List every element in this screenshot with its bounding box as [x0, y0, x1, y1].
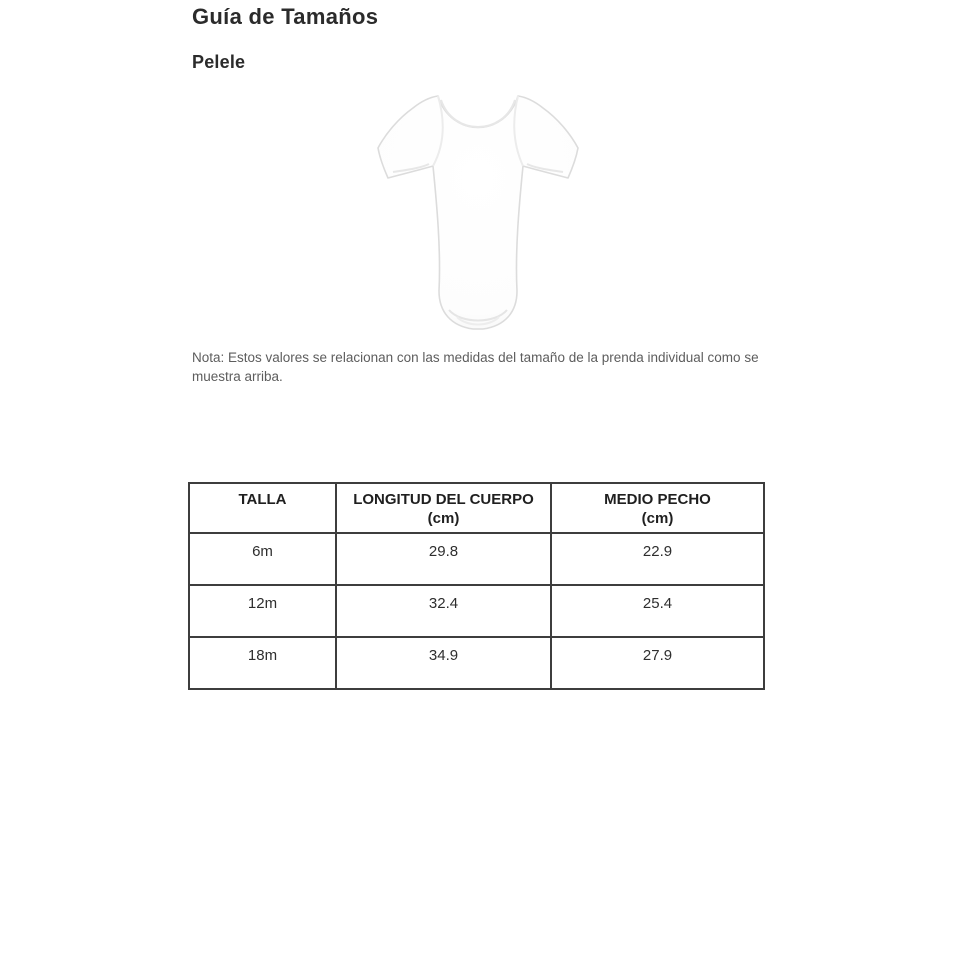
header-unit: (cm): [427, 510, 460, 527]
size-row-6m: [189, 533, 764, 585]
table-cell-pecho: 27.9: [551, 637, 764, 689]
table-cell-talla: 12m: [189, 585, 336, 637]
table-cell-talla: 18m: [189, 637, 336, 689]
header-medio-pecho: [551, 483, 764, 533]
page-title: Guía de Tamaños: [192, 4, 379, 29]
size-row-18m: [189, 637, 764, 689]
size-table-header-row: [189, 483, 764, 533]
baby-bodysuit-image: [365, 86, 595, 338]
product-type-subtitle: Pelele: [192, 52, 246, 72]
header-label: MEDIO PECHO: [604, 491, 711, 508]
header-talla: [189, 483, 336, 533]
table-cell-longitud: 29.8: [336, 533, 551, 585]
product-image: [365, 86, 595, 338]
table-cell-longitud: 32.4: [336, 585, 551, 637]
header-label: LONGITUD DEL CUERPO: [353, 491, 534, 508]
size-table: [188, 482, 765, 690]
header-unit: (cm): [641, 510, 674, 527]
table-cell-pecho: 22.9: [551, 533, 764, 585]
header-longitud-del-cuerpo: [336, 483, 551, 533]
table-cell-pecho: 25.4: [551, 585, 764, 637]
bodysuit-silhouette: [378, 96, 578, 329]
header-label: TALLA: [238, 491, 287, 508]
table-cell-talla: 6m: [189, 533, 336, 585]
size-row-12m: [189, 585, 764, 637]
note-text: Nota: Estos valores se relacionan con las medidas del tamaño de la prenda individual como se muestra arriba.: [192, 350, 759, 384]
table-cell-longitud: 34.9: [336, 637, 551, 689]
